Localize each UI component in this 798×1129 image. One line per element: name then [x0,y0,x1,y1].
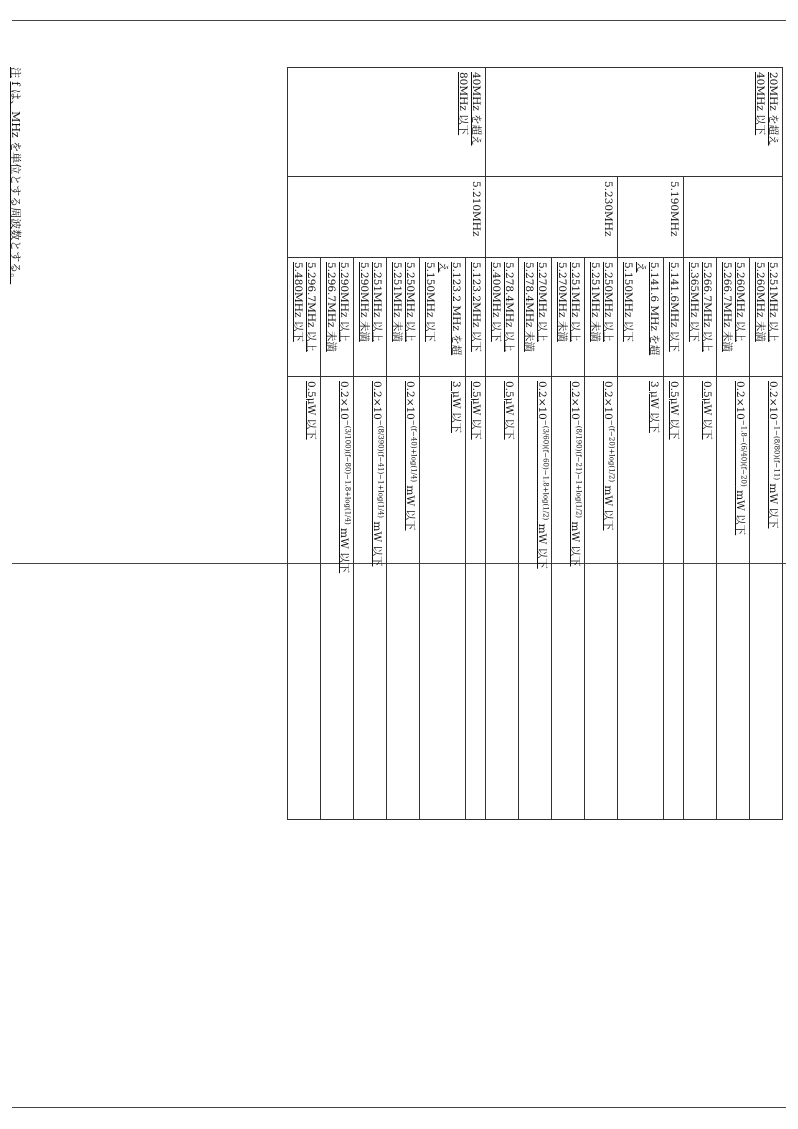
power-limit-cell [618,377,664,820]
footer-rule [12,1107,786,1108]
power-limit-cell [750,377,783,820]
bandwidth-line: 80MHz 以下 [457,72,469,136]
power-limit-cell [717,377,750,820]
range-line: 5.266.7MHz 未満 [721,262,733,352]
range-line: 5.141.6MHz 以下 [668,262,680,352]
formula-unit: mW 以下 [734,486,746,536]
note-text: f は、MHz を単位とする周波数とする。 [9,81,22,285]
formula-unit: mW 以下 [767,480,779,529]
frequency-range-cell [466,258,486,377]
limit-formula [734,381,746,535]
limit-formula [371,381,383,566]
range-line: え [437,262,449,273]
frequency-range-cell [552,258,585,377]
limit-formula [767,381,779,529]
limit-formula [404,381,416,531]
limit-line: 0.5μW 以下 [668,381,680,440]
frequency-range-cell [618,258,664,377]
power-limit-cell [466,377,486,820]
power-limit-cell [684,377,717,820]
emission-limit-table [287,67,783,820]
range-line: 5.123.2MHz 以下 [470,262,482,352]
frequency-range-cell [354,258,387,377]
table-row [750,68,783,820]
limit-line: 0.5μW 以下 [470,381,482,440]
formula-base: 0.2×10 [404,381,416,420]
formula-exponent: −1−(8/80)(f−11) [772,419,781,481]
bandwidth-cell [486,68,783,177]
formula-exponent: −(8/390)(f−41)−1+log(1/4) [376,419,385,519]
frequency-range-cell [664,258,684,377]
center-frequency: 5.230MHz [602,181,614,237]
range-line: 5.251MHz 未満 [391,262,403,342]
formula-base: 0.2×10 [536,381,548,420]
range-line: 5.150MHz 以下 [622,262,634,342]
frequency-range-cell [486,258,519,377]
range-line: 5.250MHz 以上 [404,262,416,342]
range-line: 5.251MHz 未満 [589,262,601,342]
formula-unit: mW 以下 [569,518,581,567]
frequency-range-cell [585,258,618,377]
frequency-range-cell [684,258,717,377]
table-row [664,68,684,820]
frequency-range-cell [387,258,420,377]
footnote [8,67,24,284]
table-body [288,68,783,820]
formula-exponent: −(f−20)+log(1/2) [607,419,616,483]
formula-base: 0.2×10 [602,381,614,420]
formula-exponent: −(f−40)+log(1/4) [409,419,418,483]
limit-line: 3 μW 以下 [648,381,660,433]
power-limit-cell [486,377,519,820]
power-limit-cell [664,377,684,820]
formula-exponent: −(8/190)(f−21)−1+log(1/2) [574,419,583,519]
power-limit-cell [519,377,552,820]
range-line: 5.480MHz 以下 [292,262,304,342]
range-line: 5.296.7MHz 以上 [305,262,317,352]
range-line: 5.278.4MHz 以上 [503,262,515,352]
range-line: 5.400MHz 以下 [490,262,502,342]
range-line: 5.278.4MHz 未満 [523,262,535,352]
range-line: 5.260MHz 以上 [734,262,746,342]
formula-base: 0.2×10 [569,381,581,420]
table-row [585,68,618,820]
range-line: 5.270MHz 未満 [556,262,568,342]
frequency-range-cell [420,258,466,377]
range-line: 5.251MHz 以上 [767,262,779,342]
limit-formula [602,381,614,531]
rotated-table-container [30,67,783,574]
range-line: 5.270MHz 以上 [536,262,548,342]
bandwidth-line: 20MHz を超え [767,72,779,146]
frequency-range-cell [750,258,783,377]
limit-formula [338,381,350,573]
power-limit-cell [420,377,466,820]
top-rule [12,20,786,21]
range-line: 5.250MHz 以上 [602,262,614,342]
formula-base: 0.2×10 [734,381,746,420]
center-frequency-cell [486,177,618,258]
range-line: 5.290MHz 以上 [338,262,350,342]
formula-unit: mW 以下 [338,524,350,574]
range-line: 5.150MHz 以下 [424,262,436,342]
frequency-range-cell [519,258,552,377]
note-prefix: 注 [9,67,22,78]
range-line: 5.290MHz 未満 [358,262,370,342]
range-line: 5.266.7MHz 以上 [701,262,713,352]
center-frequency: 5.190MHz [668,181,680,237]
center-frequency: 5.210MHz [470,181,482,237]
limit-formula [536,381,548,569]
formula-unit: mW 以下 [536,520,548,569]
bandwidth-line: 40MHz を超え [470,72,482,146]
range-line: 5.251MHz 以上 [371,262,383,342]
center-frequency-cell [684,177,783,258]
range-line: 5.296.7MHz 未満 [325,262,337,352]
limit-line: 0.5μW 以下 [701,381,713,440]
bandwidth-cell [288,68,486,177]
center-frequency-cell [618,177,684,258]
formula-base: 0.2×10 [371,381,383,420]
frequency-range-cell [288,258,321,377]
power-limit-cell [387,377,420,820]
power-limit-cell [552,377,585,820]
formula-base: 0.2×10 [338,381,350,420]
table-row [466,68,486,820]
formula-exponent: −(3/60)(f−60)−1.8+log(1/2) [541,419,550,521]
limit-formula [569,381,581,566]
limit-line: 3 μW 以下 [450,381,462,433]
limit-line: 0.5μW 以下 [305,381,317,440]
formula-base: 0.2×10 [767,381,779,420]
limit-line: 0.5μW 以下 [503,381,515,440]
power-limit-cell [354,377,387,820]
formula-exponent: −1.8−(6/40)(f−20) [739,419,748,487]
range-line: え [635,262,647,273]
range-line: 5.123.2 MHz を超 [450,262,462,356]
power-limit-cell [288,377,321,820]
center-frequency-cell [288,177,486,258]
frequency-range-cell [717,258,750,377]
range-line: 5.260MHz 未満 [754,262,766,342]
formula-unit: mW 以下 [371,518,383,567]
formula-exponent: −(3/100)(f−80)−1.8+log(1/4) [343,419,352,525]
range-line: 5.251MHz 以上 [569,262,581,342]
bandwidth-line: 40MHz 以下 [754,72,766,136]
power-limit-cell [585,377,618,820]
range-line: 5.141.6 MHz を超 [648,262,660,356]
power-limit-cell [321,377,354,820]
range-line: 5.365MHz 以下 [688,262,700,342]
formula-unit: mW 以下 [404,482,416,531]
frequency-range-cell [321,258,354,377]
formula-unit: mW 以下 [602,482,614,531]
